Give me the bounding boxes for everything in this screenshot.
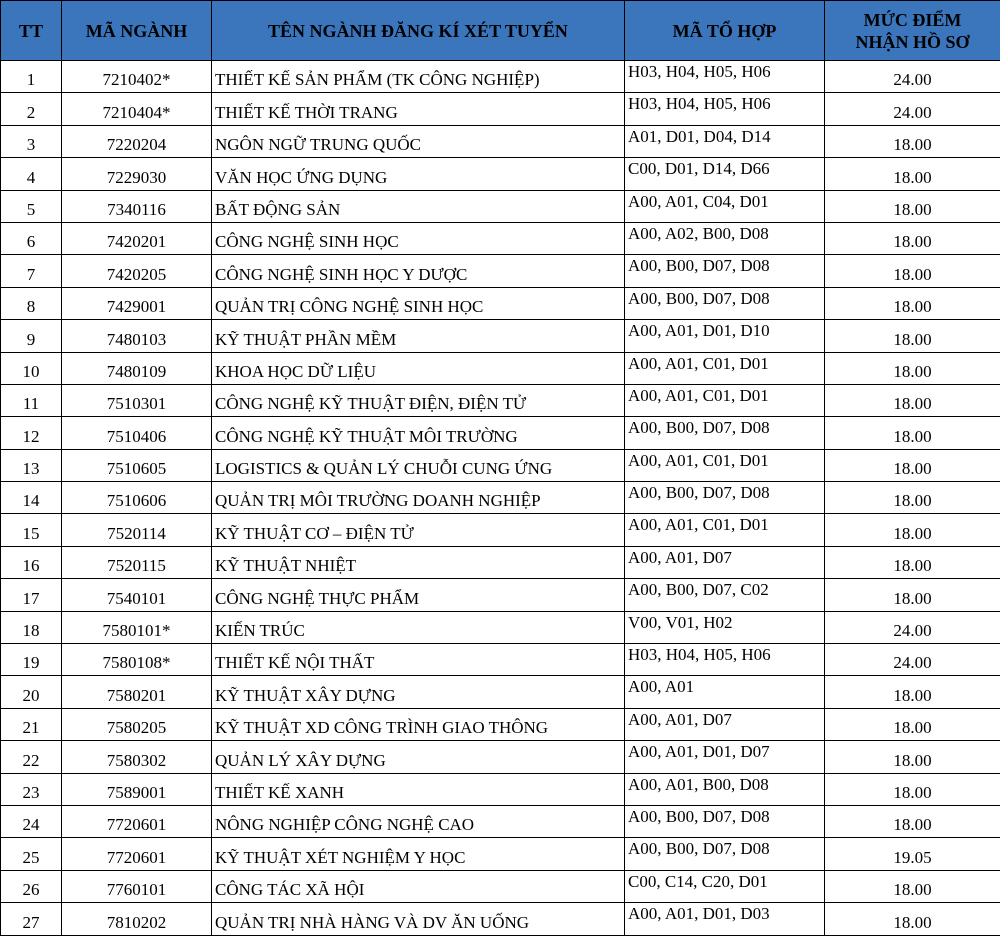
cell-ma-to-hop: A00, A01, C01, D01 (625, 352, 825, 384)
cell-ma-nganh: 7520114 (62, 514, 212, 546)
cell-muc-diem: 18.00 (825, 773, 1000, 805)
cell-tt: 13 (1, 449, 62, 481)
cell-tt: 24 (1, 805, 62, 837)
cell-ma-to-hop: H03, H04, H05, H06 (625, 61, 825, 93)
cell-ma-to-hop: C00, C14, C20, D01 (625, 870, 825, 902)
cell-ten-nganh: THIẾT KẾ NỘI THẤT (212, 644, 625, 676)
table-row (1, 741, 1000, 773)
header-tt: TT (1, 1, 62, 61)
table-row (1, 611, 1000, 643)
table-row (1, 449, 1000, 481)
table-row (1, 93, 1000, 125)
cell-tt: 23 (1, 773, 62, 805)
cell-ma-nganh: 7720601 (62, 838, 212, 870)
cell-ten-nganh: CÔNG NGHỆ SINH HỌC (212, 222, 625, 254)
cell-ma-to-hop: A00, A01, D01, D10 (625, 320, 825, 352)
cell-muc-diem: 18.00 (825, 320, 1000, 352)
cell-tt: 16 (1, 546, 62, 578)
cell-ma-to-hop: H03, H04, H05, H06 (625, 93, 825, 125)
cell-ma-to-hop: A00, B00, D07, D08 (625, 482, 825, 514)
cell-muc-diem: 18.00 (825, 417, 1000, 449)
cell-ten-nganh: QUẢN LÝ XÂY DỰNG (212, 741, 625, 773)
cell-tt: 15 (1, 514, 62, 546)
cell-ma-to-hop: C00, D01, D14, D66 (625, 158, 825, 190)
cell-ma-nganh: 7540101 (62, 579, 212, 611)
cell-ma-nganh: 7510606 (62, 482, 212, 514)
cell-tt: 18 (1, 611, 62, 643)
cell-ten-nganh: VĂN HỌC ỨNG DỤNG (212, 158, 625, 190)
cell-muc-diem: 18.00 (825, 352, 1000, 384)
cell-tt: 6 (1, 222, 62, 254)
cell-ma-to-hop: A00, A01, D07 (625, 708, 825, 740)
cell-ma-to-hop: A00, A01, C01, D01 (625, 449, 825, 481)
cell-tt: 27 (1, 903, 62, 935)
cell-ten-nganh: KỸ THUẬT NHIỆT (212, 546, 625, 578)
cell-ten-nganh: CÔNG NGHỆ SINH HỌC Y DƯỢC (212, 255, 625, 287)
cell-ten-nganh: THIẾT KẾ SẢN PHẨM (TK CÔNG NGHIỆP) (212, 61, 625, 93)
cell-ma-to-hop: A00, A01 (625, 676, 825, 708)
table-row (1, 222, 1000, 254)
cell-tt: 21 (1, 708, 62, 740)
cell-ten-nganh: THIẾT KẾ THỜI TRANG (212, 93, 625, 125)
table-row (1, 384, 1000, 416)
cell-ma-nganh: 7420201 (62, 222, 212, 254)
table-row (1, 838, 1000, 870)
table-row (1, 903, 1000, 935)
cell-ma-nganh: 7480103 (62, 320, 212, 352)
cell-muc-diem: 24.00 (825, 644, 1000, 676)
cell-muc-diem: 24.00 (825, 61, 1000, 93)
table-row (1, 320, 1000, 352)
cell-ma-nganh: 7520115 (62, 546, 212, 578)
table-header (1, 1, 1000, 61)
cell-ten-nganh: KỸ THUẬT CƠ – ĐIỆN TỬ (212, 514, 625, 546)
cell-muc-diem: 18.00 (825, 158, 1000, 190)
cell-ten-nganh: BẤT ĐỘNG SẢN (212, 190, 625, 222)
cell-muc-diem: 18.00 (825, 903, 1000, 935)
cell-muc-diem: 18.00 (825, 579, 1000, 611)
header-muc-diem-line2: NHẬN HỒ SƠ (829, 31, 996, 53)
cell-muc-diem: 24.00 (825, 611, 1000, 643)
cell-ten-nganh: QUẢN TRỊ NHÀ HÀNG VÀ DV ĂN UỐNG (212, 903, 625, 935)
table-row (1, 870, 1000, 902)
table-row (1, 773, 1000, 805)
cell-tt: 8 (1, 287, 62, 319)
cell-ma-nganh: 7580108* (62, 644, 212, 676)
cell-tt: 20 (1, 676, 62, 708)
cell-ma-nganh: 7420205 (62, 255, 212, 287)
cell-ma-to-hop: A00, A01, D01, D07 (625, 741, 825, 773)
cell-ma-to-hop: H03, H04, H05, H06 (625, 644, 825, 676)
cell-ma-to-hop: A00, B00, D07, D08 (625, 805, 825, 837)
table-row (1, 158, 1000, 190)
cell-muc-diem: 18.00 (825, 255, 1000, 287)
table-row (1, 514, 1000, 546)
table-row (1, 352, 1000, 384)
cell-tt: 7 (1, 255, 62, 287)
cell-ma-nganh: 7480109 (62, 352, 212, 384)
cell-ten-nganh: NÔNG NGHIỆP CÔNG NGHỆ CAO (212, 805, 625, 837)
table-row (1, 125, 1000, 157)
cell-tt: 4 (1, 158, 62, 190)
cell-muc-diem: 18.00 (825, 449, 1000, 481)
cell-ma-to-hop: A00, A01, B00, D08 (625, 773, 825, 805)
cell-tt: 12 (1, 417, 62, 449)
cell-ten-nganh: THIẾT KẾ XANH (212, 773, 625, 805)
cell-muc-diem: 18.00 (825, 676, 1000, 708)
cell-ten-nganh: NGÔN NGỮ TRUNG QUỐC (212, 125, 625, 157)
cell-ma-to-hop: A00, A01, C01, D01 (625, 514, 825, 546)
cell-ma-to-hop: A00, A02, B00, D08 (625, 222, 825, 254)
cell-ma-nganh: 7810202 (62, 903, 212, 935)
cell-muc-diem: 18.00 (825, 125, 1000, 157)
cell-muc-diem: 18.00 (825, 870, 1000, 902)
cell-ma-nganh: 7589001 (62, 773, 212, 805)
cell-muc-diem: 18.00 (825, 514, 1000, 546)
table-row (1, 255, 1000, 287)
table-row (1, 805, 1000, 837)
cell-ma-to-hop: A01, D01, D04, D14 (625, 125, 825, 157)
cell-muc-diem: 18.00 (825, 482, 1000, 514)
cell-ma-to-hop: A00, B00, D07, D08 (625, 255, 825, 287)
cell-tt: 25 (1, 838, 62, 870)
cell-ma-to-hop: A00, A01, D07 (625, 546, 825, 578)
cell-tt: 26 (1, 870, 62, 902)
cell-muc-diem: 19.05 (825, 838, 1000, 870)
cell-muc-diem: 18.00 (825, 190, 1000, 222)
header-ma-nganh: MÃ NGÀNH (62, 1, 212, 61)
cell-ma-nganh: 7210402* (62, 61, 212, 93)
cell-ten-nganh: KỸ THUẬT XD CÔNG TRÌNH GIAO THÔNG (212, 708, 625, 740)
cell-ma-nganh: 7580205 (62, 708, 212, 740)
cell-ten-nganh: KHOA HỌC DỮ LIỆU (212, 352, 625, 384)
header-row (1, 1, 1000, 61)
table-row (1, 579, 1000, 611)
cell-muc-diem: 18.00 (825, 222, 1000, 254)
cell-ma-to-hop: A00, B00, D07, C02 (625, 579, 825, 611)
cell-ma-to-hop: A00, A01, D01, D03 (625, 903, 825, 935)
header-muc-diem-line1: MỨC ĐIỂM (829, 9, 996, 31)
cell-muc-diem: 18.00 (825, 741, 1000, 773)
cell-ma-nganh: 7510301 (62, 384, 212, 416)
cell-tt: 11 (1, 384, 62, 416)
cell-ma-to-hop: A00, B00, D07, D08 (625, 838, 825, 870)
cell-ten-nganh: CÔNG TÁC XÃ HỘI (212, 870, 625, 902)
table-row (1, 708, 1000, 740)
cell-ma-nganh: 7580302 (62, 741, 212, 773)
cell-ma-nganh: 7510605 (62, 449, 212, 481)
cell-tt: 22 (1, 741, 62, 773)
cell-ten-nganh: KỸ THUẬT XÂY DỰNG (212, 676, 625, 708)
table-body (1, 61, 1000, 936)
cell-muc-diem: 24.00 (825, 93, 1000, 125)
cell-ma-nganh: 7580201 (62, 676, 212, 708)
cell-tt: 9 (1, 320, 62, 352)
table-row (1, 190, 1000, 222)
header-muc-diem (825, 1, 1000, 61)
cell-tt: 3 (1, 125, 62, 157)
cell-ma-nganh: 7210404* (62, 93, 212, 125)
table-row (1, 287, 1000, 319)
cell-ma-nganh: 7510406 (62, 417, 212, 449)
cell-ma-to-hop: A00, B00, D07, D08 (625, 287, 825, 319)
cell-ma-nganh: 7760101 (62, 870, 212, 902)
cell-ten-nganh: QUẢN TRỊ CÔNG NGHỆ SINH HỌC (212, 287, 625, 319)
cell-ten-nganh: QUẢN TRỊ MÔI TRƯỜNG DOANH NGHIỆP (212, 482, 625, 514)
table-row (1, 546, 1000, 578)
cell-muc-diem: 18.00 (825, 546, 1000, 578)
table-row (1, 644, 1000, 676)
cell-ma-nganh: 7429001 (62, 287, 212, 319)
cell-ma-nganh: 7229030 (62, 158, 212, 190)
header-ten-nganh: TÊN NGÀNH ĐĂNG KÍ XÉT TUYỂN (212, 1, 625, 61)
cell-ten-nganh: KỸ THUẬT XÉT NGHIỆM Y HỌC (212, 838, 625, 870)
cell-muc-diem: 18.00 (825, 384, 1000, 416)
cell-ma-to-hop: V00, V01, H02 (625, 611, 825, 643)
cell-ten-nganh: CÔNG NGHỆ KỸ THUẬT ĐIỆN, ĐIỆN TỬ (212, 384, 625, 416)
cell-ma-nganh: 7580101* (62, 611, 212, 643)
cell-tt: 14 (1, 482, 62, 514)
table-row (1, 482, 1000, 514)
cell-ma-nganh: 7340116 (62, 190, 212, 222)
table-row (1, 676, 1000, 708)
cell-tt: 19 (1, 644, 62, 676)
cell-ma-to-hop: A00, A01, C01, D01 (625, 384, 825, 416)
cell-tt: 17 (1, 579, 62, 611)
cell-ten-nganh: KỸ THUẬT PHẦN MỀM (212, 320, 625, 352)
cell-muc-diem: 18.00 (825, 287, 1000, 319)
cell-ma-to-hop: A00, B00, D07, D08 (625, 417, 825, 449)
cell-ma-nganh: 7720601 (62, 805, 212, 837)
cell-tt: 2 (1, 93, 62, 125)
table-row (1, 417, 1000, 449)
cell-ten-nganh: KIẾN TRÚC (212, 611, 625, 643)
cell-ten-nganh: LOGISTICS & QUẢN LÝ CHUỖI CUNG ỨNG (212, 449, 625, 481)
cell-ma-to-hop: A00, A01, C04, D01 (625, 190, 825, 222)
cell-tt: 5 (1, 190, 62, 222)
cell-tt: 10 (1, 352, 62, 384)
table-row (1, 61, 1000, 93)
cell-muc-diem: 18.00 (825, 805, 1000, 837)
cell-tt: 1 (1, 61, 62, 93)
header-ma-to-hop: MÃ TỔ HỢP (625, 1, 825, 61)
cell-ten-nganh: CÔNG NGHỆ THỰC PHẨM (212, 579, 625, 611)
cell-ma-nganh: 7220204 (62, 125, 212, 157)
cell-muc-diem: 18.00 (825, 708, 1000, 740)
cell-ten-nganh: CÔNG NGHỆ KỸ THUẬT MÔI TRƯỜNG (212, 417, 625, 449)
